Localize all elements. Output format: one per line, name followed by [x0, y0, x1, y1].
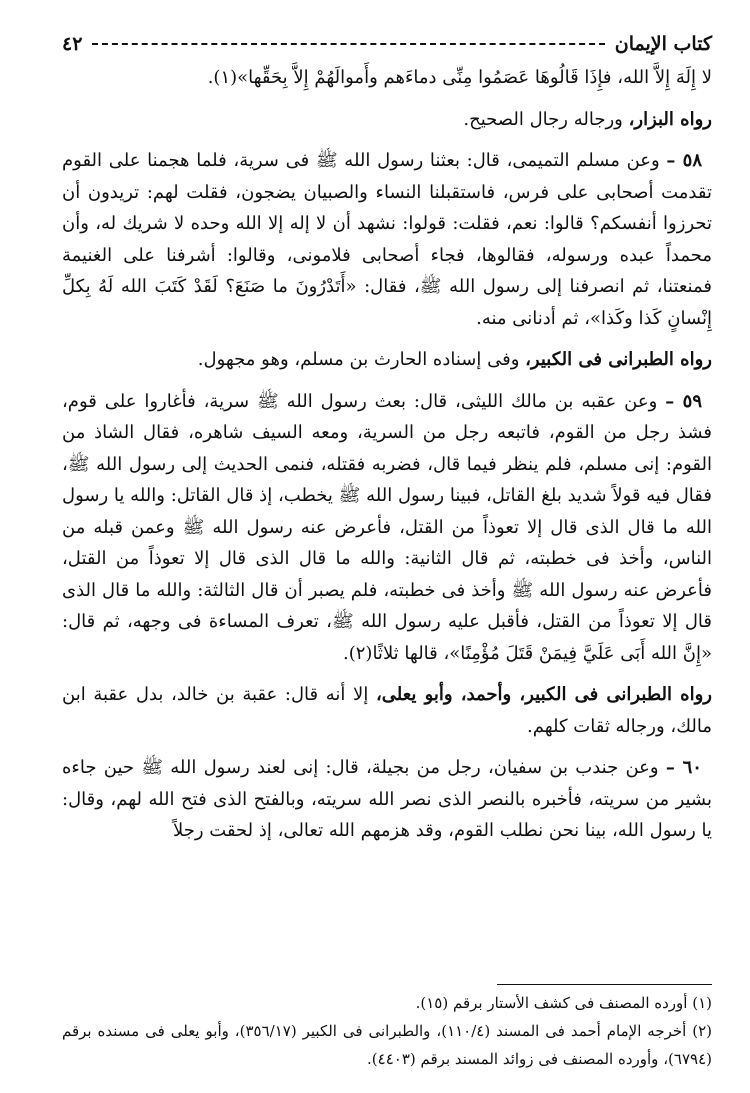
paragraph-text: وعن عقبه بن مالك الليثى، قال: بعث رسول الله ﷺ سرية، فأغاروا على قوم، فشذ رجل من القوم، فاتبعه رجل من السرية، ومعه السيف شاهره، فقال الشاذ من القوم: إنى مسلم، فلم ينظر فيما قال، فضربه فقتله، فنمى الحديث إلى رسول الله ﷺ، فقال فيه قولاً شديد بلغ القاتل، فبينا رسول الله ﷺ يخطب، إذ قال القاتل: والله يا رسول الله ما قال الذى قال إلا تعوذاً من القتل، فأعرض عنه رسول الله ﷺ وعمن قبله من الناس، وأخذ فى خطبته، ثم قال الثانية: والله ما قال الذى قال إلا تعوذاً من القتل، فأعرض عنه رسول الله ﷺ وأخذ فى خطبته، فلم يصبر أن قال الثالثة: والله ما قال الذى قال إلا تعوذاً من القتل، فأقبل عليه رسول الله ﷺ، تعرف المساءة فى وجهه، ثم قال: «إِنَّ الله أَبَى عَلَيَّ فِيمَنْ قَتَلَ مُؤْمِنًا»، قالها ثلاثًا(٢).: [62, 390, 712, 664]
paragraph-riwaya-58: [62, 344, 712, 376]
footnotes: [62, 984, 712, 1073]
page-body: [62, 62, 712, 847]
book-title: كتاب الإيمان: [614, 32, 712, 55]
paragraph-text: وعن مسلم التميمى، قال: بعثنا رسول الله ﷺ فى سرية، فلما هجمنا على القوم تقدمت أصحابى على فرس، فاستقبلنا النساء والصبيان يضجون، فقلت لهم: تريدون أن تحرزوا أنفسكم؟ قالوا: نعم، فقلت: قولوا: نشهد أن لا إله إلا الله وحده لا شريك له، وأن محمداً عبده ورسوله، فقالوها، فجاء أصحابى فلامونى، وقالوا: أشرفنا على الغنيمة فمنعتنا، ثم انصرفنا إلى رسول الله ﷺ، فقال: «أَتَدْرُونَ ما صَنَعَ؟ لَقَدْ كَتَبَ الله لَهُ بِكلِّ إِنْسانٍ كَذا وكَذا»، ثم أدنانى منه.: [62, 150, 712, 329]
book-page: [62, 26, 712, 1093]
riwaya-label: رواه الطبرانى فى الكبير،: [525, 349, 712, 370]
paragraph-riwaya-57: [62, 104, 712, 136]
running-header: [62, 26, 712, 62]
page-number: ٤٢: [62, 32, 83, 55]
footnote-rule: [497, 984, 712, 985]
paragraph-hadith-60: [62, 752, 712, 847]
header-dash-rule: [92, 43, 604, 45]
paragraph-riwaya-59: [62, 679, 712, 742]
riwaya-label: رواه الطبرانى فى الكبير، وأحمد، وأبو يعلى،: [375, 684, 712, 705]
hadith-number: ٦٠ –: [665, 757, 702, 778]
paragraph-hadith-57-end: [62, 62, 712, 94]
hadith-number: ٥٨ –: [666, 150, 702, 171]
paragraph-text: ورجاله رجال الصحيح.: [463, 108, 629, 130]
paragraph-text: وعن جندب بن سفيان، رجل من بجيلة، قال: إنى لعند رسول الله ﷺ حين جاءه بشير من سريته، فأخبره بالنصر الذى نصر الله سريته، وبالفتح الذى فتح الله لهم، وقال: يا رسول الله، بينا نحن نطلب القوم، وقد هزمهم الله تعالى، إذ لحقت رجلاً: [62, 757, 712, 841]
paragraph-text: لا إِلَهَ إِلاَّ الله، فإِذَا قَالُوهَا عَصَمُوا مِنِّى دماءَهم وأَموالَهُمْ إِلاَّ بِحَقِّها»(١).: [207, 67, 712, 88]
paragraph-hadith-59: [62, 386, 712, 670]
paragraph-hadith-58: [62, 145, 712, 334]
riwaya-label: رواه البزار،: [628, 108, 712, 130]
footnote-2: (٢) أخرجه الإمام أحمد فى المسند (١١٠/٤)، والطبرانى فى الكبير (٣٥٦/١٧)، وأبو يعلى فى مسنده برقم (٦٧٩٤)، وأورده المصنف فى زوائد المسند برقم (٤٤٠٣).: [62, 1022, 713, 1068]
paragraph-text: وفى إسناده الحارث بن مسلم، وهو مجهول.: [197, 349, 526, 370]
hadith-number: ٥٩ –: [665, 390, 702, 412]
footnote-1: (١) أورده المصنف فى كشف الأستار برقم (١٥).: [415, 994, 712, 1012]
paragraph-text: إلا أنه قال: عقبة بن خالد، بدل عقبة ابن مالك، ورجاله ثقات كلهم.: [62, 684, 712, 737]
